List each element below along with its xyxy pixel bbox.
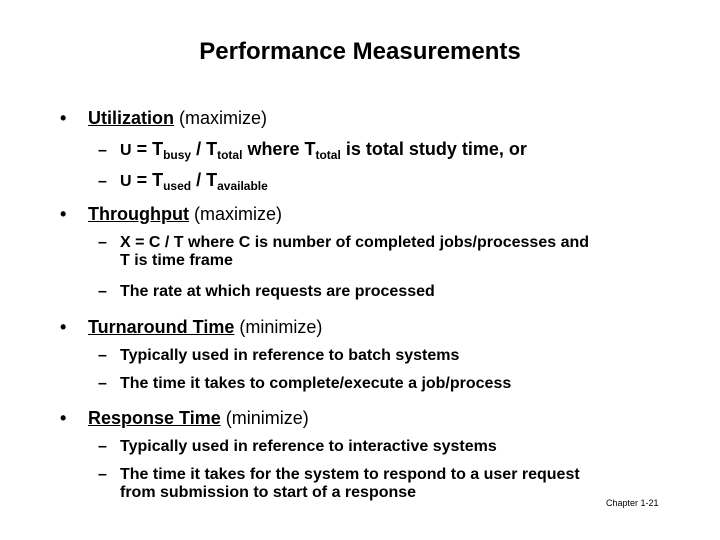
formula-subscript: total	[315, 148, 341, 162]
dash-marker: –	[98, 438, 107, 455]
bullet-term: Throughput	[88, 204, 189, 224]
subitem-text: The time it takes to complete/execute a job/process	[120, 375, 512, 392]
dash-marker: –	[98, 234, 107, 251]
subitem-text: The rate at which requests are processed	[120, 283, 435, 300]
bullet-qualifier: (maximize)	[193, 204, 282, 224]
bullet-marker: •	[60, 108, 67, 128]
formula-subscript: used	[163, 179, 192, 193]
formula-text: / T	[191, 139, 218, 159]
subitem-text: Typically used in reference to interactive systems	[120, 438, 497, 455]
subitem-text: The time it takes for the system to respond to a user request	[120, 466, 580, 483]
formula-text: = T	[131, 139, 164, 159]
slide-title: Performance Measurements	[199, 38, 521, 65]
dash-marker: –	[98, 347, 107, 364]
bullet-turnaround-time	[60, 317, 322, 338]
subitem-text: Typically used in reference to batch systems	[120, 347, 460, 364]
formula-symbol: U	[120, 173, 132, 190]
bullet-qualifier: (maximize)	[179, 108, 268, 128]
bullet-marker: •	[60, 408, 67, 428]
bullet-qualifier: (minimize)	[239, 317, 323, 337]
dash-marker: –	[98, 173, 107, 190]
bullet-marker: •	[60, 317, 67, 337]
subitem-text: X = C / T where C is number of completed jobs/processes and	[120, 234, 590, 251]
slide-footer: Chapter 1-21	[606, 498, 659, 508]
bullet-throughput	[60, 204, 282, 225]
formula-symbol: U	[120, 142, 132, 159]
bullet-marker: •	[60, 204, 67, 224]
bullet-response-time	[60, 408, 309, 429]
formula-subscript: busy	[163, 148, 192, 162]
subitem-throughput-rate	[98, 283, 435, 301]
bullet-term: Utilization	[88, 108, 174, 128]
formula-subscript: total	[217, 148, 243, 162]
subitem-turnaround-usage	[98, 347, 459, 365]
formula-text: is total study time, or	[340, 139, 527, 159]
formula-subscript: available	[217, 179, 268, 193]
subitem-utilization-formula-2	[98, 170, 268, 191]
bullet-term: Response Time	[88, 408, 221, 428]
dash-marker: –	[98, 375, 107, 392]
subitem-response-usage	[98, 438, 497, 456]
subitem-throughput-formula	[98, 234, 589, 270]
dash-marker: –	[98, 142, 107, 159]
bullet-utilization	[60, 108, 267, 129]
subitem-text-continued: from submission to start of a response	[120, 484, 417, 501]
subitem-turnaround-definition	[98, 375, 511, 393]
bullet-qualifier: (minimize)	[225, 408, 309, 428]
formula-text: / T	[191, 170, 218, 190]
subitem-response-definition	[98, 466, 580, 502]
bullet-term: Turnaround Time	[88, 317, 235, 337]
dash-marker: –	[98, 283, 107, 300]
formula-text: = T	[131, 170, 164, 190]
formula-text: where T	[242, 139, 316, 159]
subitem-utilization-formula-1	[98, 139, 527, 160]
subitem-text-continued: T is time frame	[120, 252, 233, 269]
dash-marker: –	[98, 466, 107, 483]
